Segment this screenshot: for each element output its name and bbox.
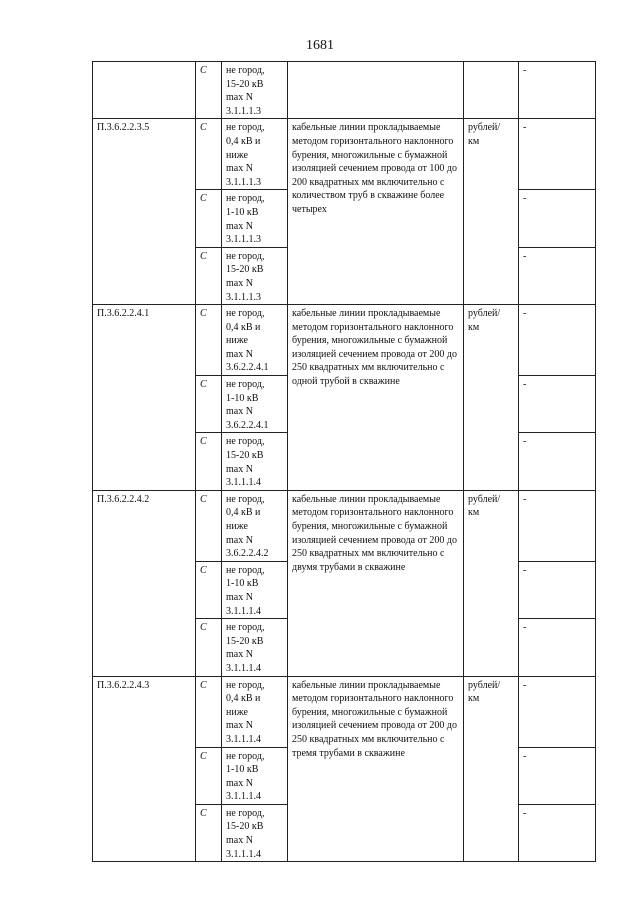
price-cell: - [519,376,596,433]
price-cell: - [519,433,596,490]
category-cell: C [196,247,222,304]
price-cell: - [519,190,596,247]
voltage-condition-cell: не город, 15-20 кВ max N 3.1.1.1.3 [222,247,288,304]
voltage-condition-cell: не город, 15-20 кВ max N 3.1.1.1.4 [222,619,288,676]
unit-cell: рублей/ км [464,119,519,305]
voltage-condition-cell: не город, 1-10 кВ max N 3.1.1.1.4 [222,561,288,618]
price-cell: - [519,747,596,804]
category-cell: C [196,305,222,376]
voltage-condition-cell: не город, 0,4 кВ и ниже max N 3.1.1.1.3 [222,119,288,190]
price-cell: - [519,305,596,376]
category-cell: C [196,62,222,119]
price-cell: - [519,804,596,861]
voltage-condition-cell: не город, 15-20 кВ max N 3.1.1.1.4 [222,433,288,490]
category-cell: C [196,119,222,190]
description-cell: кабельные линии прокладываемые методом горизонтального наклонного бурения, многожильные с бумажной изоляцией сечением провода от 200 до 250 квадратных мм включительно с двумя трубами в скважине [288,490,464,676]
unit-cell [464,62,519,119]
price-cell: - [519,119,596,190]
voltage-condition-cell: не город, 15-20 кВ max N 3.1.1.1.3 [222,62,288,119]
category-cell: C [196,747,222,804]
price-cell: - [519,561,596,618]
table-row [93,62,596,119]
category-cell: C [196,376,222,433]
voltage-condition-cell: не город, 0,4 кВ и ниже max N 3.1.1.1.4 [222,676,288,747]
table-row [93,490,596,561]
table-row [93,676,596,747]
voltage-condition-cell: не город, 0,4 кВ и ниже max N 3.6.2.2.4.1 [222,305,288,376]
voltage-condition-cell: не город, 1-10 кВ max N 3.1.1.1.4 [222,747,288,804]
category-cell: C [196,490,222,561]
item-code-cell: П.3.6.2.2.4.1 [93,305,196,491]
page-number: 1681 [306,38,334,53]
description-cell: кабельные линии прокладываемые методом горизонтального наклонного бурения, многожильные с бумажной изоляцией сечением провода от 200 до 250 квадратных мм включительно с одной трубой в скважине [288,305,464,491]
item-code-cell [93,62,196,119]
voltage-condition-cell: не город, 15-20 кВ max N 3.1.1.1.4 [222,804,288,861]
voltage-condition-cell: не город, 1-10 кВ max N 3.6.2.2.4.1 [222,376,288,433]
description-cell: кабельные линии прокладываемые методом горизонтального наклонного бурения, многожильные с бумажной изоляцией сечением провода от 200 до 250 квадратных мм включительно с тремя трубами в скважине [288,676,464,862]
item-code-cell: П.3.6.2.2.4.3 [93,676,196,862]
unit-cell: рублей/ км [464,676,519,862]
price-cell: - [519,619,596,676]
voltage-condition-cell: не город, 1-10 кВ max N 3.1.1.1.3 [222,190,288,247]
category-cell: C [196,676,222,747]
item-code-cell: П.3.6.2.2.4.2 [93,490,196,676]
description-cell: кабельные линии прокладываемые методом горизонтального наклонного бурения, многожильные с бумажной изоляцией сечением провода от 100 до 200 квадратных мм включительно с количеством труб в скважине более четырех [288,119,464,305]
category-cell: C [196,804,222,861]
category-cell: C [196,190,222,247]
unit-cell: рублей/ км [464,305,519,491]
price-cell: - [519,490,596,561]
unit-cell: рублей/ км [464,490,519,676]
table-row [93,305,596,376]
tariff-table [92,61,596,862]
category-cell: C [196,619,222,676]
item-code-cell: П.3.6.2.2.3.5 [93,119,196,305]
table-row [93,119,596,190]
category-cell: C [196,433,222,490]
voltage-condition-cell: не город, 0,4 кВ и ниже max N 3.6.2.2.4.2 [222,490,288,561]
price-cell: - [519,62,596,119]
description-cell [288,62,464,119]
category-cell: C [196,561,222,618]
price-cell: - [519,247,596,304]
price-cell: - [519,676,596,747]
